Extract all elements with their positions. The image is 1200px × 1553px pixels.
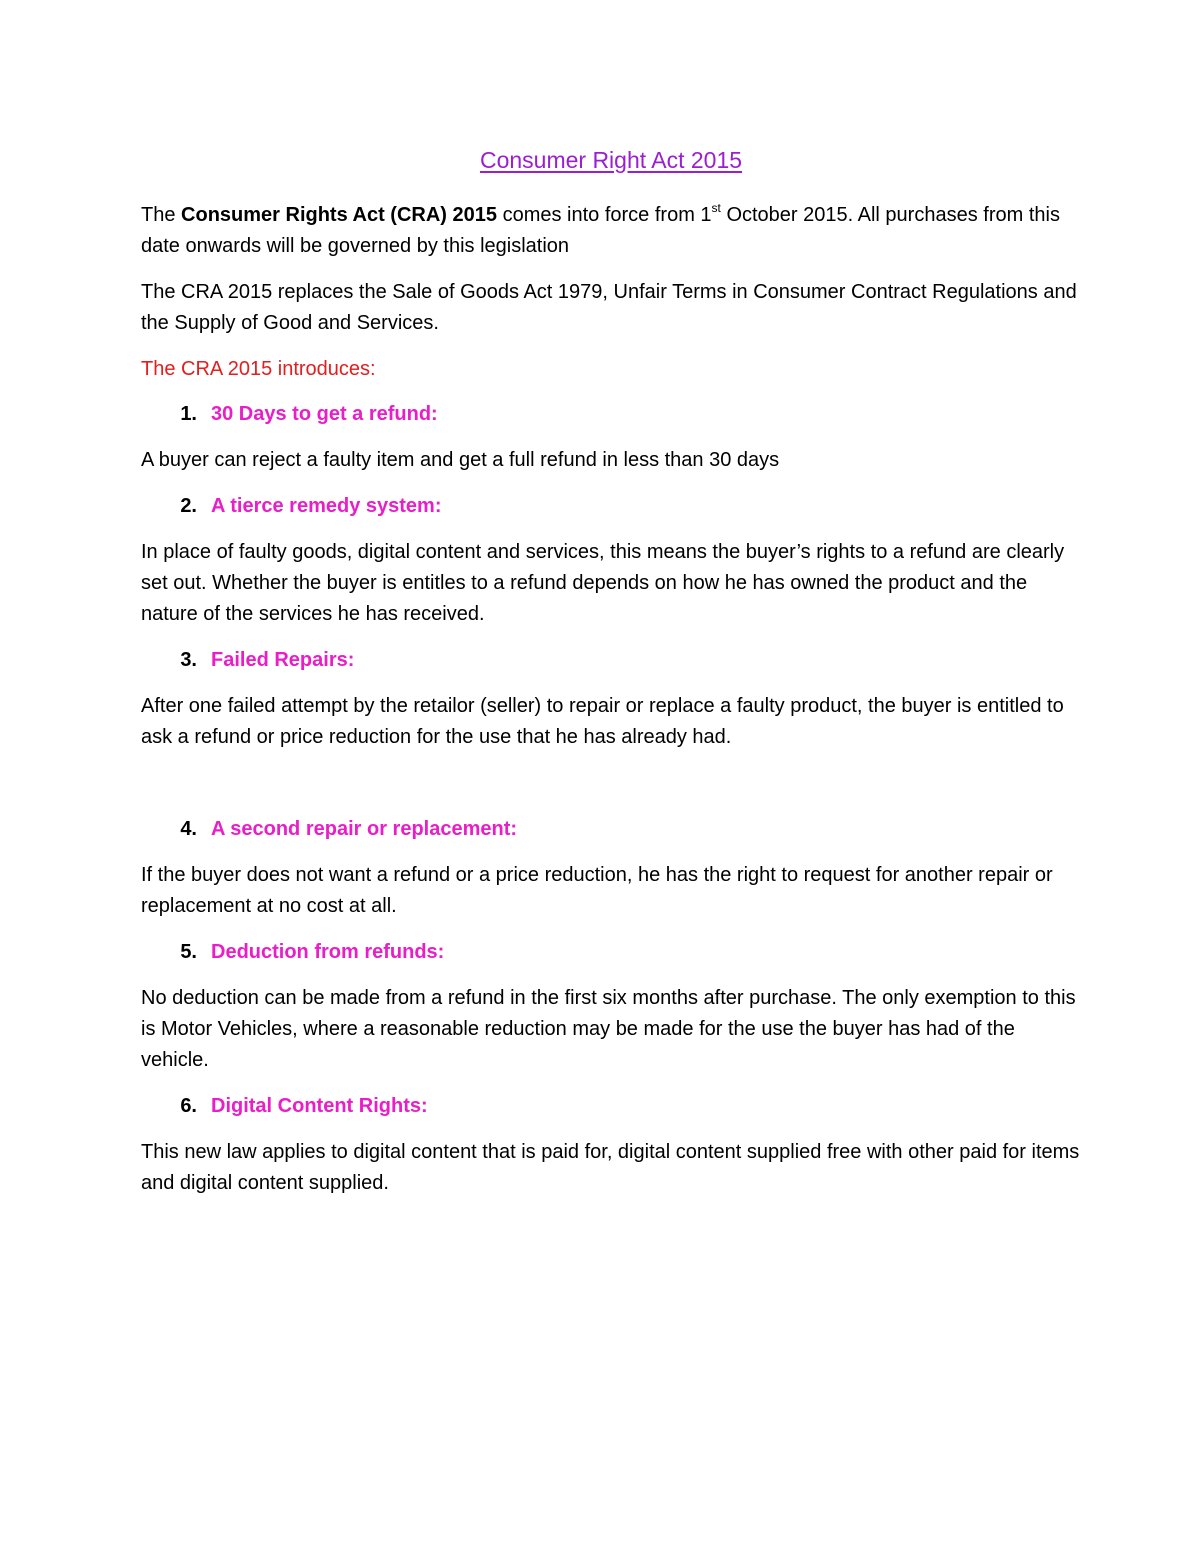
item-body-5: No deduction can be made from a refund in the first six months after purchase. The only exemption to this is Motor Vehicles, where a reasonable reduction may be made for the use the buyer has had of the vehicle. bbox=[141, 987, 1076, 1071]
document-title: Consumer Right Act 2015 bbox=[479, 147, 743, 173]
item-title: A tierce remedy system: bbox=[211, 495, 442, 517]
item-body-3: After one failed attempt by the retailor (seller) to repair or replace a faulty product, the buyer is entitled to ask a refund or price reduction for the use that he has already had. bbox=[141, 695, 1064, 748]
item-heading-6 bbox=[141, 1091, 1081, 1122]
intro-text-end: October 2015. All purchases from this date onwards will be governed by this legislation bbox=[141, 204, 1060, 257]
introduces-heading: The CRA 2015 introduces: bbox=[141, 358, 376, 380]
item-heading-2 bbox=[141, 491, 1081, 522]
item-number: 3. bbox=[180, 649, 197, 671]
ordinal-suffix: st bbox=[711, 201, 721, 215]
act-name: Consumer Rights Act (CRA) 2015 bbox=[181, 204, 498, 226]
item-title: 30 Days to get a refund: bbox=[211, 403, 438, 425]
document-page bbox=[141, 140, 1081, 1214]
item-body-2: In place of faulty goods, digital content and services, this means the buyer’s rights to a refund are clearly set out. Whether the buyer is entitles to a refund depends on how he has owned the product and the nature of the services he has received. bbox=[141, 541, 1065, 625]
item-body-4: If the buyer does not want a refund or a price reduction, he has the right to request for another repair or replacement at no cost at all. bbox=[141, 864, 1053, 917]
item-number: 2. bbox=[180, 495, 197, 517]
item-heading-1 bbox=[141, 399, 1081, 430]
item-heading-3 bbox=[141, 645, 1081, 676]
item-title: Digital Content Rights: bbox=[211, 1095, 428, 1117]
item-title: Failed Repairs: bbox=[211, 649, 355, 671]
intro-paragraph bbox=[141, 200, 1081, 262]
item-body-1: A buyer can reject a faulty item and get a full refund in less than 30 days bbox=[141, 449, 780, 471]
item-number: 6. bbox=[180, 1095, 197, 1117]
item-number: 1. bbox=[180, 403, 197, 425]
item-title: Deduction from refunds: bbox=[211, 941, 445, 963]
intro-text-middle: comes into force from 1 bbox=[497, 204, 712, 226]
replaces-paragraph: The CRA 2015 replaces the Sale of Goods Act 1979, Unfair Terms in Consumer Contract Regulations and the Supply of Good and Services. bbox=[141, 281, 1077, 334]
item-number: 5. bbox=[180, 941, 197, 963]
item-title: A second repair or replacement: bbox=[211, 818, 518, 840]
item-heading-5 bbox=[141, 937, 1081, 968]
item-heading-4 bbox=[141, 814, 1081, 845]
item-number: 4. bbox=[180, 818, 197, 840]
intro-text-start: The bbox=[141, 204, 182, 226]
blank-line bbox=[141, 768, 1081, 814]
item-body-6: This new law applies to digital content that is paid for, digital content supplied free with other paid for items and digital content supplied. bbox=[141, 1141, 1080, 1194]
